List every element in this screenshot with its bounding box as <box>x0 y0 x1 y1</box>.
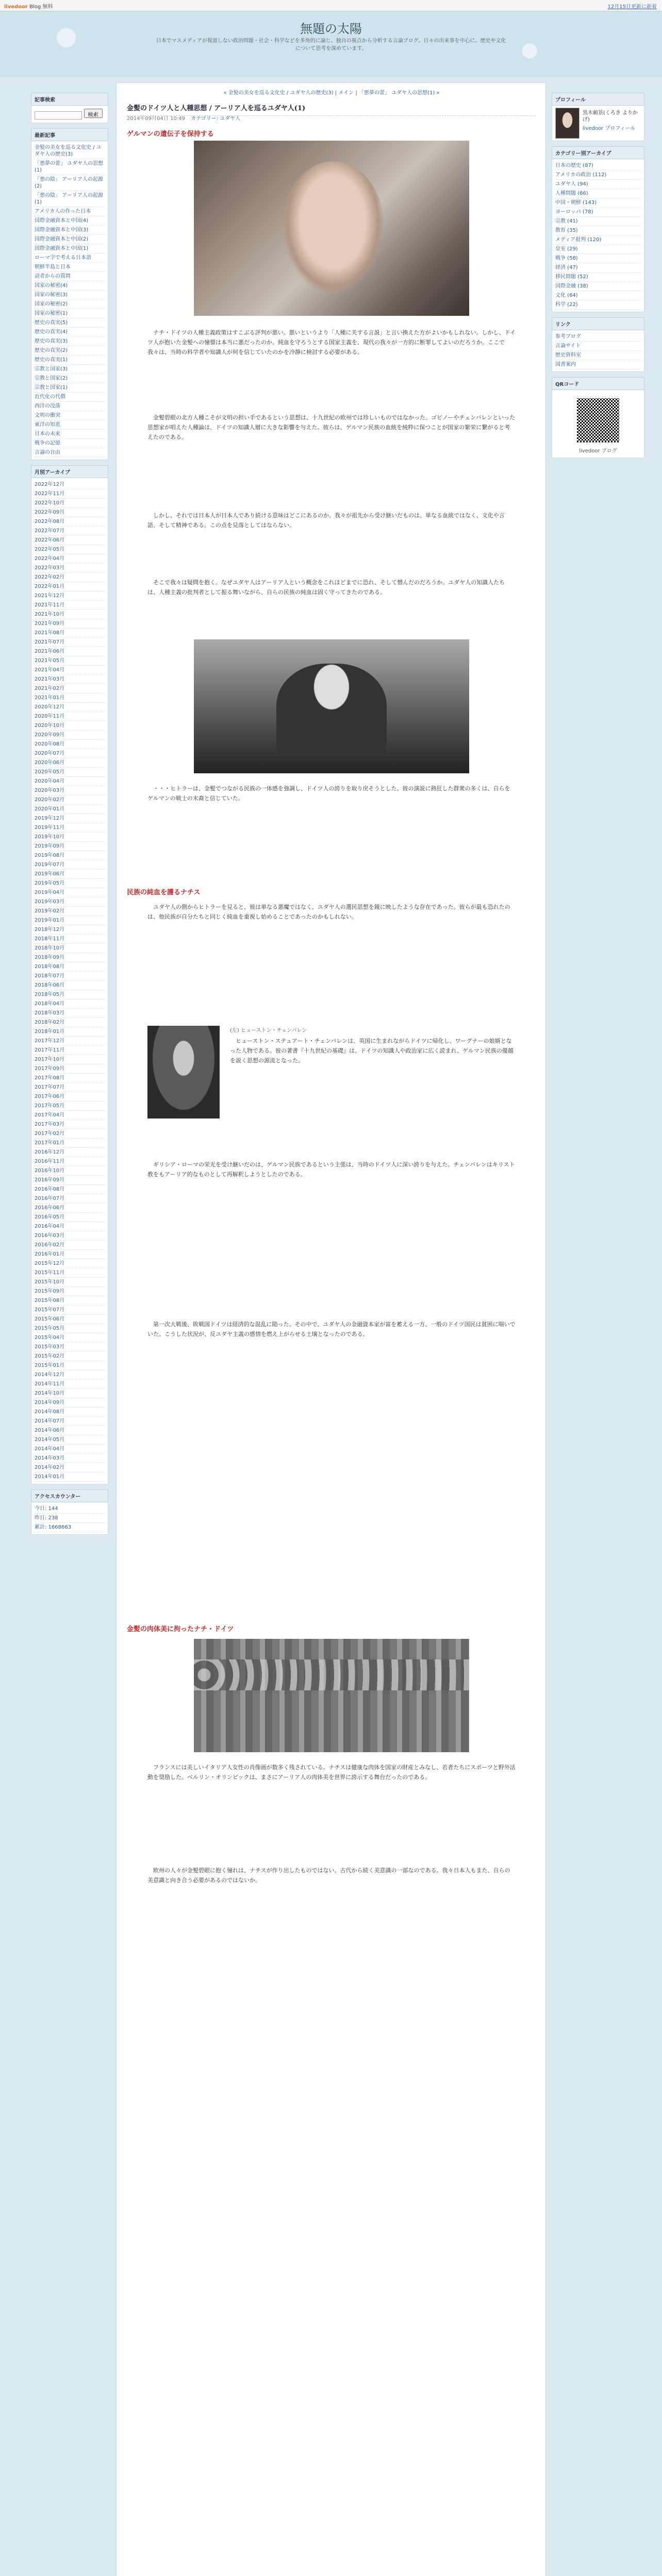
archive-month-link[interactable]: 2021年03月 <box>35 675 105 684</box>
archive-month-link[interactable]: 2019年03月 <box>35 897 105 907</box>
category-link[interactable]: 人種問題 (66) <box>555 189 641 198</box>
external-link[interactable]: 歴史資料室 <box>555 351 641 360</box>
archive-month-link[interactable]: 2019年10月 <box>35 833 105 842</box>
archive-month-link[interactable]: 2014年09月 <box>35 1398 105 1408</box>
category-link[interactable]: 日本の歴史 (87) <box>555 161 641 171</box>
links-heading: リンク <box>552 317 644 330</box>
archive-month-link[interactable]: 2014年12月 <box>35 1370 105 1380</box>
archive-month-link[interactable]: 2020年10月 <box>35 721 105 731</box>
archive-month-link[interactable]: 2022年02月 <box>35 573 105 582</box>
category-link[interactable]: メディア批判 (120) <box>555 235 641 245</box>
section-title-2: 民族の純血を護るナチス <box>127 889 201 896</box>
archive-month-link[interactable]: 2020年01月 <box>35 805 105 814</box>
archive-month-link[interactable]: 2018年10月 <box>35 944 105 953</box>
external-link[interactable]: 言論サイト <box>555 342 641 351</box>
archive-month-link[interactable]: 2017年04月 <box>35 1111 105 1120</box>
archive-month-link[interactable]: 2020年05月 <box>35 768 105 777</box>
archive-month-link[interactable]: 2022年01月 <box>35 582 105 591</box>
paragraph-5: ・・・ヒトラーは、金髪でつながる民族の一体感を強調し、ドイツ人の誇りを取り戻そうとした。彼の演説に熱狂した群衆の多くは、自らをゲルマンの戦士の末裔と信じていた。 <box>147 785 510 802</box>
archive-month-link[interactable]: 2022年05月 <box>35 545 105 554</box>
recent-article-link[interactable]: 朝鮮半島と日本 <box>35 263 105 272</box>
archive-month-link[interactable]: 2019年07月 <box>35 860 105 870</box>
archive-month-link[interactable]: 2017年06月 <box>35 1092 105 1101</box>
archive-month-link[interactable]: 2021年06月 <box>35 647 105 656</box>
recent-article-link[interactable]: 国家の秘密(2) <box>35 300 105 309</box>
links-list <box>552 330 644 372</box>
hero-face <box>282 161 385 295</box>
category-link[interactable]: 戦争 (58) <box>555 254 641 263</box>
recent-article-link[interactable]: 「悪の陰」 アーリア人の起源(1) <box>35 191 105 207</box>
profile-link[interactable]: livedoor プロフィール <box>582 126 636 131</box>
recent-article-link[interactable]: 歴史の真実(3) <box>35 337 105 346</box>
search-box <box>31 106 108 123</box>
archive-month-link[interactable]: 2014年02月 <box>35 1463 105 1472</box>
blog-title[interactable]: 無題の太陽 <box>300 22 362 36</box>
archive-month-link[interactable]: 2016年05月 <box>35 1213 105 1222</box>
recent-article-link[interactable]: 国際金融資本と中国(1) <box>35 244 105 253</box>
category-link[interactable]: ユダヤ人 (94) <box>555 180 641 189</box>
recent-article-link[interactable]: 読者からの質問 <box>35 272 105 281</box>
archive-month-link[interactable]: 2017年08月 <box>35 1074 105 1083</box>
section-title-3: 金髪の肉体美に拘ったナチ・ドイツ <box>127 1625 234 1633</box>
search-heading: 記事検索 <box>31 93 108 106</box>
paragraph-2: 金髪碧眼の北方人種こそが文明の担い手であるという思想は、十九世紀の欧州では珍しいものではなかった。ゴビノーやチェンバレンといった思想家が唱えた人種論は、ドイツの知識人層に大きな影響を与えた。彼らは、ゲルマン民族の血統を純粋に保つことが国家の繁栄に繋がると考えたのである。 <box>147 414 516 440</box>
entry-date: 2014年09月04日 10:49 <box>127 116 185 122</box>
archive-month-link[interactable]: 2019年01月 <box>35 916 105 925</box>
recent-article-link[interactable]: 日本の未来 <box>35 430 105 439</box>
category-link[interactable]: 教育 (35) <box>555 226 641 235</box>
archive-list <box>31 478 108 1484</box>
entry-title[interactable]: 金髪のドイツ人と人種思想 / アーリア人を巡るユダヤ人(1) <box>127 103 536 116</box>
external-link[interactable]: 参考ブログ <box>555 332 641 342</box>
archive-month-link[interactable]: 2017年11月 <box>35 1046 105 1055</box>
archive-month-link[interactable]: 2018年11月 <box>35 935 105 944</box>
category-link[interactable]: 経済 (47) <box>555 263 641 273</box>
profile-box <box>552 106 644 141</box>
archive-month-link[interactable]: 2016年02月 <box>35 1241 105 1250</box>
archive-month-link[interactable]: 2017年12月 <box>35 1037 105 1046</box>
archive-month-link[interactable]: 2018年06月 <box>35 981 105 990</box>
crowd-figure <box>276 664 387 757</box>
paragraph-1: ナチ・ドイツの人種主義政策はすこぶる評判が悪い。悪いというより「人種に关する言説」と言い換えた方がよいかもしれない。しかし、ドイツ人が抱いた金髪への憧憬は本当に悪だったのか。純血を守ろうとする国家主義を、現代の我々が一方的に断罪してよいのだろうか。ここで我々は、当時の科学者や知識人が何を信じていたのかを冷静に検討する必要がある。 <box>147 329 516 355</box>
archive-month-link[interactable]: 2014年11月 <box>35 1380 105 1389</box>
archive-month-link[interactable]: 2015年04月 <box>35 1333 105 1343</box>
archive-month-link[interactable]: 2017年02月 <box>35 1129 105 1139</box>
archive-month-link[interactable]: 2016年12月 <box>35 1148 105 1157</box>
archive-month-link[interactable]: 2014年06月 <box>35 1426 105 1435</box>
archive-month-link[interactable]: 2015年02月 <box>35 1352 105 1361</box>
blog-description: 日本でマスメディアが報道しない政治問題・社会・科学などを多角的に論じ、独自の視点から分析する言論ブログ。日々の出来事を中心に、歴史や文化について思考を深めています。 <box>156 38 506 52</box>
archive-month-link[interactable]: 2022年04月 <box>35 554 105 564</box>
archive-month-link[interactable]: 2018年05月 <box>35 990 105 999</box>
archive-month-link[interactable]: 2015年05月 <box>35 1324 105 1333</box>
recent-article-link[interactable]: 国際金融資本と中国(2) <box>35 235 105 244</box>
crowd-photo-1 <box>194 639 469 773</box>
archive-month-link[interactable]: 2014年07月 <box>35 1417 105 1426</box>
recent-article-link[interactable]: 歴史の真実(4) <box>35 328 105 337</box>
archive-month-link[interactable]: 2018年09月 <box>35 953 105 962</box>
archive-month-link[interactable]: 2016年09月 <box>35 1176 105 1185</box>
archive-month-link[interactable]: 2020年03月 <box>35 786 105 795</box>
recent-article-link[interactable]: 国際金融資本と中国(4) <box>35 216 105 226</box>
archive-month-link[interactable]: 2021年12月 <box>35 591 105 601</box>
archive-month-link[interactable]: 2022年08月 <box>35 517 105 527</box>
archive-month-link[interactable]: 2014年04月 <box>35 1445 105 1454</box>
archive-month-link[interactable]: 2020年08月 <box>35 740 105 749</box>
category-link[interactable]: 科学 (22) <box>555 300 641 310</box>
right-sidebar <box>552 88 644 458</box>
search-button[interactable]: 検索 <box>84 109 103 118</box>
recent-article-link[interactable]: 国家の秘密(3) <box>35 291 105 300</box>
archive-month-link[interactable]: 2017年10月 <box>35 1055 105 1064</box>
paragraph-11: 欧州の人々が金髪碧眼に抱く憧れは、ナチスが作り出したものではない。古代から続く美意識の一部なのである。我々日本人もまた、自らの美意識と向き合う必要があるのではないか。 <box>147 1867 510 1884</box>
archive-month-link[interactable]: 2022年10月 <box>35 499 105 508</box>
archive-month-link[interactable]: 2014年05月 <box>35 1435 105 1445</box>
archive-month-link[interactable]: 2022年07月 <box>35 527 105 536</box>
archive-month-link[interactable]: 2015年08月 <box>35 1296 105 1306</box>
access-counter <box>31 1502 108 1535</box>
recent-article-link[interactable]: ローマ字で考える日本語 <box>35 253 105 263</box>
left-sidebar <box>31 88 108 1535</box>
counter-today: 今日: 144 <box>35 1504 105 1514</box>
portrait-caption: (左) ヒューストン・チェンバレン <box>230 1028 307 1033</box>
athletes-row <box>194 1659 469 1690</box>
entry-category[interactable]: カテゴリー: ユダヤ人 <box>191 116 241 122</box>
qr-heading: QRコード <box>552 377 644 390</box>
archive-month-link[interactable]: 2021年11月 <box>35 601 105 610</box>
archive-month-link[interactable]: 2019年11月 <box>35 823 105 833</box>
recent-article-link[interactable]: 東洋の知恵 <box>35 420 105 430</box>
archive-month-link[interactable]: 2020年06月 <box>35 758 105 768</box>
category-link[interactable]: 文化 (64) <box>555 291 641 300</box>
archive-month-link[interactable]: 2018年04月 <box>35 999 105 1009</box>
archive-month-link[interactable]: 2018年08月 <box>35 962 105 972</box>
archive-month-link[interactable]: 2019年04月 <box>35 888 105 897</box>
archive-month-link[interactable]: 2021年08月 <box>35 629 105 638</box>
archive-month-link[interactable]: 2019年12月 <box>35 814 105 823</box>
hero-photo <box>194 141 469 316</box>
archive-month-link[interactable]: 2019年02月 <box>35 907 105 916</box>
paragraph-10: フランスには美しいイタリア人女性の肖像画が数多く残されている。ナチスは健康な肉体を国家の財産とみなし、若者たちにスポーツと野外活動を奨励した。ベルリン・オリンピックは、まさにアーリア人の肉体美を世界に誇示する舞台だったのである。 <box>147 1764 516 1781</box>
recent-article-link[interactable]: 戦争の記憶 <box>35 439 105 448</box>
archive-month-link[interactable]: 2018年07月 <box>35 972 105 981</box>
main-content <box>116 82 546 2576</box>
archive-month-link[interactable]: 2016年04月 <box>35 1222 105 1231</box>
recent-article-link[interactable]: 「悪夢の蕾」 ユダヤ人の思想(1) <box>35 159 105 175</box>
archive-month-link[interactable]: 2017年03月 <box>35 1120 105 1129</box>
recent-article-link[interactable]: 文明の衝突 <box>35 411 105 420</box>
entry-navigation[interactable]: « 金髪の美女を巡る文化史 / ユダヤ人の歴史(3) | メイン | 「悪夢の蕾」 ユダヤ人の思想(1) » <box>223 90 440 96</box>
archive-month-link[interactable]: 2015年07月 <box>35 1306 105 1315</box>
entry-meta <box>127 114 240 122</box>
recent-article-link[interactable]: 歴史の真実(5) <box>35 318 105 328</box>
recent-article-link[interactable]: 国家の秘密(1) <box>35 309 105 318</box>
archive-month-link[interactable]: 2021年07月 <box>35 638 105 647</box>
archive-month-link[interactable]: 2022年03月 <box>35 564 105 573</box>
external-link[interactable]: 図書案内 <box>555 360 641 369</box>
archive-month-link[interactable]: 2017年09月 <box>35 1064 105 1074</box>
recent-article-link[interactable]: 歴史の真実(2) <box>35 346 105 355</box>
archive-month-link[interactable]: 2020年11月 <box>35 712 105 721</box>
paragraph-9: 第一次大戦後、敗戦国ドイツは経済的な混乱に陥った。その中で、ユダヤ人の金融資本家が富を蓄える一方、一般のドイツ国民は貧困に喘いでいた。こうした状況が、反ユダヤ主義の感情を燃え上がらせる土壌となったのである。 <box>147 1321 516 1337</box>
recent-article-link[interactable]: 言論の自由 <box>35 448 105 457</box>
archive-month-link[interactable]: 2016年06月 <box>35 1204 105 1213</box>
archive-month-link[interactable]: 2016年03月 <box>35 1231 105 1241</box>
counter-heading: アクセスカウンター <box>31 1489 108 1502</box>
recent-article-link[interactable]: 宗教と国家(2) <box>35 374 105 383</box>
archive-month-link[interactable]: 2016年08月 <box>35 1185 105 1194</box>
archive-month-link[interactable]: 2014年10月 <box>35 1389 105 1398</box>
category-heading: カテゴリー別アーカイブ <box>552 146 644 159</box>
archive-month-link[interactable]: 2014年03月 <box>35 1454 105 1463</box>
qr-code <box>575 396 621 443</box>
archive-month-link[interactable]: 2020年12月 <box>35 703 105 712</box>
archive-month-link[interactable]: 2014年01月 <box>35 1472 105 1482</box>
recent-article-link[interactable]: 西洋の没落 <box>35 402 105 411</box>
athletes-photo <box>194 1639 469 1752</box>
archive-month-link[interactable]: 2015年11月 <box>35 1268 105 1278</box>
archive-month-link[interactable]: 2020年07月 <box>35 749 105 758</box>
category-link[interactable]: 中国・朝鮮 (143) <box>555 198 641 208</box>
category-link[interactable]: 皇室 (29) <box>555 245 641 254</box>
archive-month-link[interactable]: 2021年10月 <box>35 610 105 619</box>
category-link[interactable]: アメリカの政治 (112) <box>555 171 641 180</box>
recent-article-link[interactable]: 歴史の真実(1) <box>35 355 105 365</box>
archive-month-link[interactable]: 2019年08月 <box>35 851 105 860</box>
archive-month-link[interactable]: 2018年01月 <box>35 1027 105 1037</box>
qr-label: livedoor ブログ <box>579 448 617 454</box>
archive-month-link[interactable]: 2021年09月 <box>35 619 105 629</box>
recent-heading: 最新記事 <box>31 128 108 141</box>
archive-month-link[interactable]: 2015年03月 <box>35 1343 105 1352</box>
archive-month-link[interactable]: 2021年05月 <box>35 656 105 666</box>
archive-month-link[interactable]: 2017年01月 <box>35 1139 105 1148</box>
recent-article-link[interactable]: 金髪の美女を巡る文化史 / ユダヤ人の歴史(3) <box>35 143 105 159</box>
archive-month-link[interactable]: 2016年01月 <box>35 1250 105 1259</box>
profile-heading: プロフィール <box>552 93 644 106</box>
archive-month-link[interactable]: 2019年06月 <box>35 870 105 879</box>
archive-month-link[interactable]: 2022年11月 <box>35 489 105 499</box>
category-link[interactable]: 宗教 (41) <box>555 217 641 226</box>
chamberlain-portrait <box>147 1026 220 1118</box>
archive-month-link[interactable]: 2015年10月 <box>35 1278 105 1287</box>
archive-month-link[interactable]: 2022年09月 <box>35 508 105 517</box>
archive-month-link[interactable]: 2019年05月 <box>35 879 105 888</box>
archive-month-link[interactable]: 2020年09月 <box>35 731 105 740</box>
archive-month-link[interactable]: 2017年05月 <box>35 1101 105 1111</box>
archive-month-link[interactable]: 2018年03月 <box>35 1009 105 1018</box>
archive-month-link[interactable]: 2014年08月 <box>35 1408 105 1417</box>
archive-month-link[interactable]: 2015年01月 <box>35 1361 105 1370</box>
recent-article-link[interactable]: アメリカ人の作った日本 <box>35 207 105 216</box>
archive-month-link[interactable]: 2016年10月 <box>35 1166 105 1176</box>
recent-article-link[interactable]: 「悪の陰」 アーリア人の起源(2) <box>35 175 105 191</box>
archive-month-link[interactable]: 2020年04月 <box>35 777 105 786</box>
recent-article-link[interactable]: 宗教と国家(1) <box>35 383 105 393</box>
category-link[interactable]: 国際金融 (38) <box>555 282 641 291</box>
archive-month-link[interactable]: 2021年02月 <box>35 684 105 693</box>
archive-month-link[interactable]: 2015年09月 <box>35 1287 105 1296</box>
top-bar <box>0 0 662 11</box>
archive-month-link[interactable]: 2018年02月 <box>35 1018 105 1027</box>
archive-month-link[interactable]: 2022年06月 <box>35 536 105 545</box>
category-list <box>552 159 644 312</box>
archive-month-link[interactable]: 2015年06月 <box>35 1315 105 1324</box>
recent-article-link[interactable]: 国際金融資本と中国(3) <box>35 226 105 235</box>
profile-avatar[interactable] <box>555 108 580 139</box>
archive-month-link[interactable]: 2017年07月 <box>35 1083 105 1092</box>
profile-name: 黒木頼景(くろき よりかげ) <box>582 110 638 123</box>
category-link[interactable]: 移民問題 (52) <box>555 273 641 282</box>
archive-month-link[interactable]: 2022年12月 <box>35 480 105 489</box>
section-title-1: ゲルマンの遺伝子を保持する <box>127 130 214 138</box>
recent-article-link[interactable]: 国家の秘密(4) <box>35 281 105 291</box>
archive-month-link[interactable]: 2016年07月 <box>35 1194 105 1204</box>
archive-month-link[interactable]: 2019年09月 <box>35 842 105 851</box>
archive-month-link[interactable]: 2018年12月 <box>35 925 105 935</box>
livedoor-brand[interactable]: livedoor Blog 無料 <box>4 4 53 10</box>
archive-month-link[interactable]: 2021年01月 <box>35 693 105 703</box>
archive-month-link[interactable]: 2016年11月 <box>35 1157 105 1166</box>
login-link[interactable]: 12月15日更新に新着 <box>607 4 657 10</box>
paragraph-8: ギリシア・ローマの栄光を受け継いだのは、ゲルマン民族であるという主張は、当時のドイツ人に深い誇りを与えた。チェンバレンはキリスト教をもアーリア的なものとして再解釈しようとしたのである。 <box>147 1161 515 1178</box>
recent-article-link[interactable]: 近代化の代償 <box>35 393 105 402</box>
archive-month-link[interactable]: 2020年02月 <box>35 795 105 805</box>
counter-total: 累計: 1668663 <box>35 1523 105 1532</box>
qr-box <box>552 390 644 458</box>
recent-article-link[interactable]: 宗教と国家(3) <box>35 365 105 374</box>
archive-heading: 月別アーカイブ <box>31 465 108 478</box>
paragraph-3: しかし、それでは日本人が日本人であり続ける意味はどこにあるのか。我々が祖先から受け継いだものは、単なる血統ではなく、文化や言語、そして精神である。この点を見落としてはならない。 <box>147 512 505 529</box>
category-link[interactable]: ヨーロッパ (78) <box>555 208 641 217</box>
paragraph-7: ヒューストン・ステュアート・チェンバレンは、英国に生まれながらドイツに帰化し、ワーグナーの娘婿となった人物である。彼の著書『十九世紀の基礎』は、ドイツの知識人や政治家に広く読まれ、ゲルマン民族の優越を説く思想の源流となった。 <box>230 1038 514 1064</box>
paragraph-6: ユダヤ人の側からヒトラーを見ると、彼は単なる悪魔ではなく、ユダヤ人の選民思想を鏡に映したような存在であった。彼らが最も恐れたのは、他民族が自分たちと同じく純血を重視し始めることであったのかもしれない。 <box>147 904 510 920</box>
search-input[interactable] <box>35 111 82 120</box>
blog-header <box>0 11 662 77</box>
recent-articles-list <box>31 141 108 460</box>
paragraph-4: そこで我々は疑問を抱く。なぜユダヤ人はアーリア人という概念をこれほどまでに恐れ、そして憎んだのだろうか。ユダヤ人の知識人たちは、人種主義の批判者として振る舞いながら、自らの民族の純血は固く守ってきたのである。 <box>147 579 505 596</box>
counter-yesterday: 昨日: 238 <box>35 1514 105 1523</box>
archive-month-link[interactable]: 2015年12月 <box>35 1259 105 1268</box>
archive-month-link[interactable]: 2021年04月 <box>35 666 105 675</box>
